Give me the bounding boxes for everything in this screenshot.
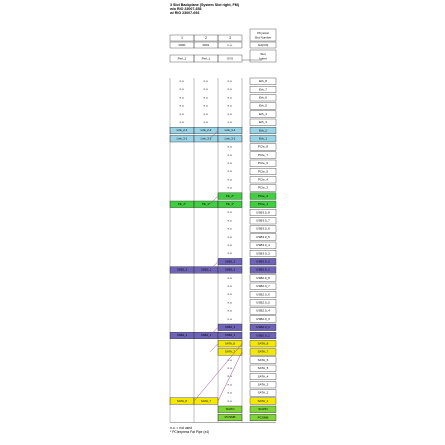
slot-cell-signal-text: PC/SMB (224, 415, 236, 420)
signal-label: USB3.0_4 (256, 243, 270, 248)
signal-label: PCIe_1 (257, 202, 269, 207)
slot-cell-signal-text: Link_3-2 (224, 136, 236, 141)
signal-label: PCSMB (257, 415, 269, 420)
slot-label: Peri_1 (201, 56, 211, 61)
signal-label: SATA_6 (257, 357, 269, 362)
slot-cell-nu: n.u. (227, 87, 233, 92)
signal-label: Eth_1 (259, 136, 267, 141)
signal-label: USB2.0_1 (256, 333, 270, 338)
signal-label: USB3.0_5 (256, 234, 270, 239)
signal-label: USB2.0_8 (256, 275, 270, 280)
slot-cell-signal-text: SATA_8 (176, 398, 188, 403)
slot-cell-signal-text: SATA_7 (224, 349, 236, 354)
slot-cell-nu: n.u. (227, 284, 233, 289)
slot-cell-nu: n.u. (227, 234, 233, 239)
title-line-2: w/o RIO 23007-653 (170, 7, 202, 11)
signal-label: PCIe_3 (257, 185, 269, 190)
slot-number: 3 (229, 35, 231, 40)
slot-cell-nu: n.u. (227, 374, 233, 379)
signal-label: Eth_6 (259, 95, 267, 100)
slot-cell-nu: n.u. (227, 382, 233, 387)
signal-label: SATA_4 (257, 374, 269, 379)
signal-label: Eth_4 (259, 111, 267, 116)
signal-label: Eth_5 (259, 103, 267, 108)
signal-label: SGPIO (258, 407, 268, 412)
slot-cell-nu: n.u. (203, 79, 209, 84)
signal-label: USB2.0_3 (256, 316, 270, 321)
slot-cell-nu: n.u. (227, 308, 233, 313)
slot-cell-signal-text: USB2_2 (176, 333, 188, 338)
slot-cell-nu: n.u. (227, 300, 233, 305)
physical-slot-header-l1: Physical (257, 30, 269, 35)
slot-cell-nu: n.u. (203, 87, 209, 92)
slot-label: SYS (226, 56, 234, 61)
signal-label: USB2.0_2 (256, 325, 270, 330)
slot-cell-signal-text: SATA_7 (200, 398, 212, 403)
slot-cell-nu: n.u. (227, 357, 233, 362)
slot-cell-nu: n.u. (227, 95, 233, 100)
signal-label: USB3.0_7 (256, 218, 270, 223)
slot-label: Peri_2 (177, 56, 187, 61)
slot-cell-signal-text: USB2_1 (200, 333, 212, 338)
signal-label: PCIe_6 (257, 161, 269, 166)
slot-number: 2 (205, 35, 207, 40)
slot-cell-nu: n.u. (179, 87, 185, 92)
title-line-1: 3 Slot Backplane (System Slot right, FM) (170, 3, 239, 7)
slot-cell-nu: n.u. (227, 316, 233, 321)
slot-cell-nu: n.u. (227, 398, 233, 403)
physical-slot-header-l2: Slot Number (254, 35, 272, 40)
signal-label: USB2.0_4 (256, 308, 270, 313)
signal-label: PCIe_2 (257, 193, 269, 198)
slot-cell-nu: n.u. (203, 111, 209, 116)
slot-cell-nu: n.u. (179, 95, 185, 100)
slot-cell-signal-text: Link_3-1 (176, 136, 188, 141)
slot-cell-signal-text: Link_2-1 (176, 128, 188, 133)
signal-label: Eth_3 (259, 120, 267, 125)
slot-cell-nu: n.u. (227, 226, 233, 231)
signal-label: USB3.0_6 (256, 226, 270, 231)
signal-label: SATA_8 (257, 341, 269, 346)
signal-label: USB3.0_1 (256, 267, 270, 272)
slot-cell-nu: n.u. (179, 79, 185, 84)
signal-label: USB2.0_5 (256, 300, 270, 305)
slot-cell-signal-text: USB3_2 (224, 259, 236, 264)
slot-cell-nu: n.u. (179, 120, 185, 125)
slot-cell-signal-text: USB3_2 (176, 267, 188, 272)
signal-label: Eth_2 (259, 128, 267, 133)
slot-cell-nu: n.u. (227, 390, 233, 395)
slot-cell-nu: n.u. (227, 210, 233, 215)
slot-cell-nu: n.u. (227, 120, 233, 125)
signal-label: USB2.0_7 (256, 284, 270, 289)
title-line-3: w/ RIO 23007-693 (170, 11, 200, 15)
signal-label: PCIe_7 (257, 152, 269, 157)
slot-cell-signal-text: PE_1* (226, 202, 234, 207)
slot-cell-signal-text: USB2_2 (224, 325, 236, 330)
slot-cell-nu: n.u. (227, 243, 233, 248)
signal-label: USB3.0_8 (256, 210, 270, 215)
signal-label: PCIe_8 (257, 144, 269, 149)
slot-cell-signal-text: USB3_1 (224, 267, 236, 272)
slot-cell-nu: n.u. (227, 177, 233, 182)
slot-cell-nu: n.u. (227, 152, 233, 157)
slot-cell-nu: n.u. (227, 79, 233, 84)
slot-cell-nu: n.u. (227, 366, 233, 371)
slot-cell-nu: n.u. (227, 103, 233, 108)
slot-cell-signal-text: PE_2* (178, 202, 186, 207)
slot-cell-signal-text: SGPIO (225, 407, 235, 412)
signal-label: USB2.0_6 (256, 292, 270, 297)
slot-cell-signal-text: PE_1* (202, 202, 210, 207)
slot-cell-signal-text: Link_3-1 (224, 128, 236, 133)
slot-cell-signal-text: USB2_1 (224, 333, 236, 338)
diagram-footer (170, 426, 209, 434)
signal-label: PCIe_4 (257, 177, 269, 182)
signal-label: PCIe_5 (257, 169, 269, 174)
ga-label: GA[3:0] (257, 42, 269, 47)
ga-value: n.u. (227, 42, 233, 47)
slot-cell-nu: n.u. (203, 120, 209, 125)
slot-cell-nu: n.u. (227, 161, 233, 166)
slot-insert-header-l1: Slot (260, 51, 266, 56)
slot-cell-nu: n.u. (227, 218, 233, 223)
slot-cell-signal-text: Link_2-3 (200, 128, 212, 133)
ga-value: 0000 (178, 42, 186, 47)
slot-cell-signal-text: PE_2* (226, 193, 234, 198)
signal-label: SATA_7 (257, 349, 269, 354)
slot-cell-nu: n.u. (227, 169, 233, 174)
slot-cell-nu: n.u. (227, 251, 233, 256)
slot-cell-signal-text: SATA_8 (224, 341, 236, 346)
slot-cell-nu: n.u. (227, 292, 233, 297)
signal-label: USB3.0_3 (256, 251, 270, 256)
ga-value: 0001 (202, 42, 210, 47)
signal-label: Eth_7 (259, 87, 267, 92)
footer-note-pcie: * PCIexpress Fat Pipe (x4) (170, 430, 210, 434)
signal-label: SATA_5 (257, 366, 269, 371)
signal-label: SATA_2 (257, 390, 269, 395)
signal-label: Eth_8 (259, 79, 267, 84)
signal-label: SATA_1 (257, 398, 269, 403)
slot-cell-signal-text: Link_3-2 (200, 136, 212, 141)
slot-cell-nu: n.u. (227, 111, 233, 116)
signal-label: USB3.0_2 (256, 259, 270, 264)
slot-cell-nu: n.u. (203, 95, 209, 100)
slot-number: 1 (181, 35, 183, 40)
slot-cell-nu: n.u. (179, 103, 185, 108)
slot-cell-nu: n.u. (227, 144, 233, 149)
routing-line (210, 344, 218, 352)
slot-cell-nu: n.u. (179, 111, 185, 116)
slot-cell-nu: n.u. (203, 103, 209, 108)
slot-cell-signal-text: USB3_1 (200, 267, 212, 272)
slot-insert-header-l2: Insert (259, 56, 267, 61)
slot-cell-nu: n.u. (227, 275, 233, 280)
signal-label: SATA_3 (257, 382, 269, 387)
slot-cell-nu: n.u. (227, 185, 233, 190)
footer-note-nu: n.u. = not used (170, 426, 192, 430)
